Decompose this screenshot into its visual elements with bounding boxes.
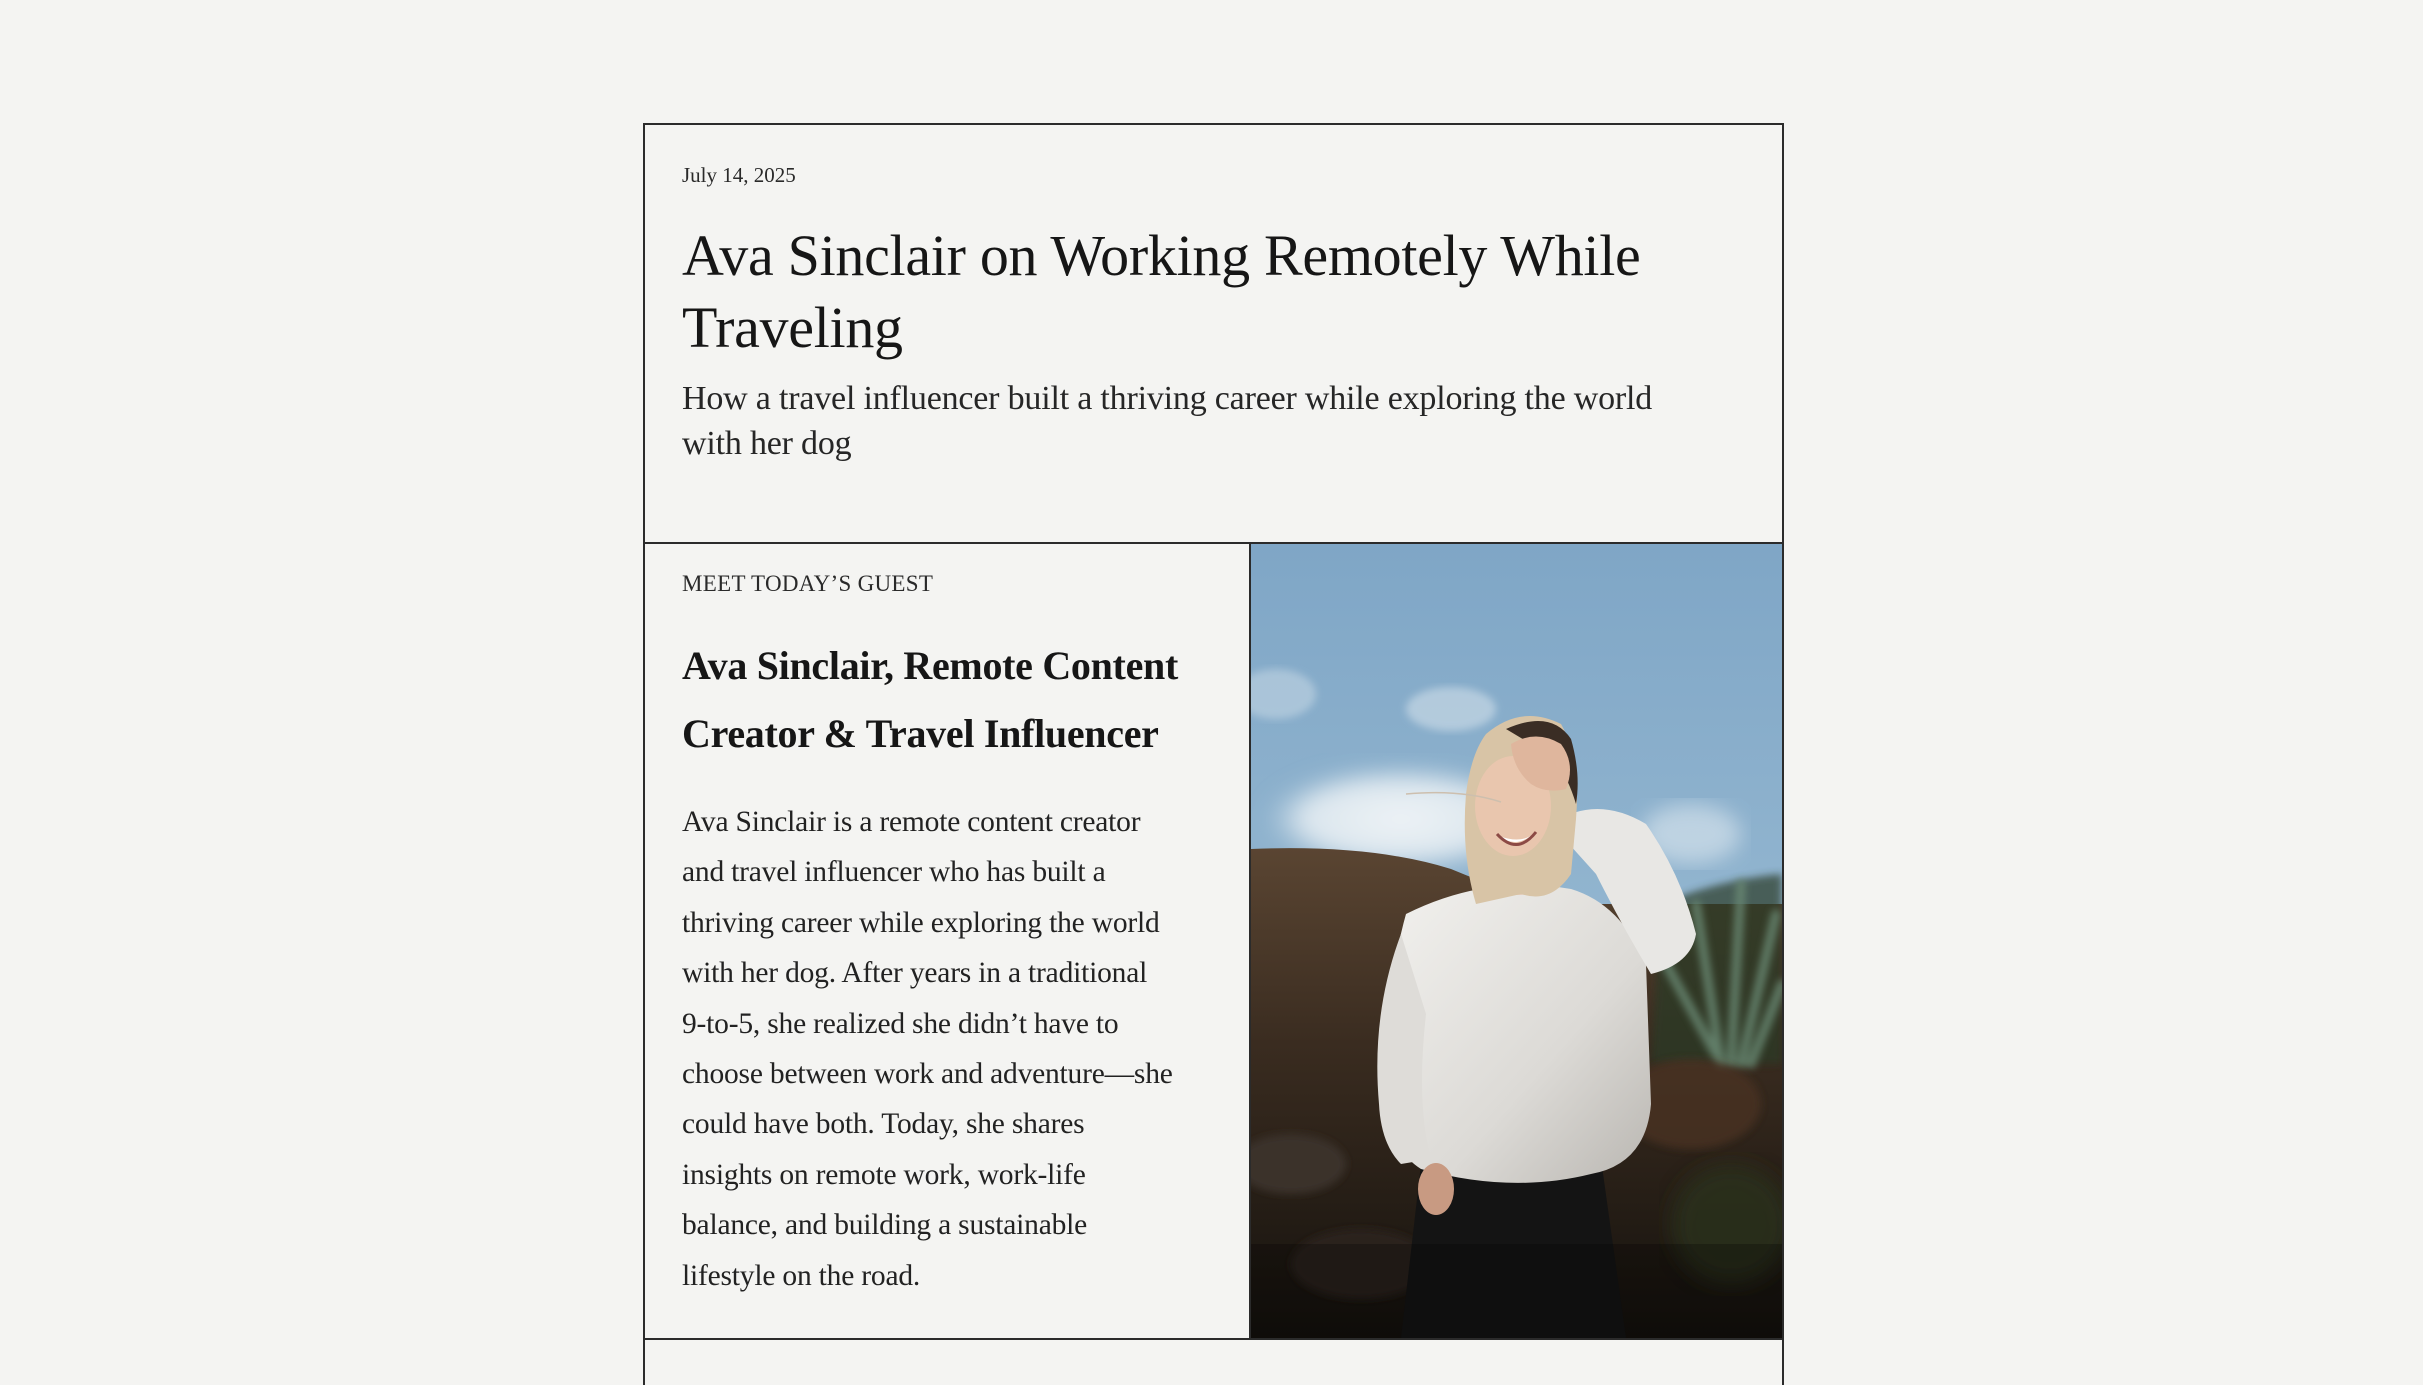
article-title-line: Traveling xyxy=(682,295,903,360)
guest-photo-illustration xyxy=(1251,544,1782,1338)
bio-line: and travel influencer who has built a xyxy=(682,856,1106,889)
article-card xyxy=(643,123,1784,1385)
article-subtitle-line: How a travel influencer built a thriving career while exploring the world xyxy=(682,380,1653,417)
publish-date: July 14, 2025 xyxy=(682,163,796,187)
bio-line: 9-to-5, she realized she didn’t have to xyxy=(682,1007,1119,1040)
article-header xyxy=(645,125,1782,544)
bio-line: balance, and building a sustainable xyxy=(682,1209,1088,1242)
guest-section xyxy=(645,544,1782,1340)
article-title xyxy=(682,220,1762,364)
guest-bio xyxy=(682,797,1242,1301)
guest-photo xyxy=(1251,544,1782,1338)
bio-line: lifestyle on the road. xyxy=(682,1259,921,1292)
bio-line: insights on remote work, work-life xyxy=(682,1158,1086,1191)
guest-name-line: Creator & Travel Influencer xyxy=(682,711,1159,756)
guest-name-line: Ava Sinclair, Remote Content xyxy=(682,643,1178,688)
article-subtitle xyxy=(682,376,1762,466)
bio-line: thriving career while exploring the world xyxy=(682,906,1160,939)
article-title-line: Ava Sinclair on Working Remotely While xyxy=(682,223,1641,288)
bio-line: choose between work and adventure—she xyxy=(682,1058,1173,1091)
article-subtitle-line: with her dog xyxy=(682,425,852,462)
bio-line: Ava Sinclair is a remote content creator xyxy=(682,806,1141,838)
bio-line: with her dog. After years in a traditional xyxy=(682,957,1148,990)
guest-name xyxy=(682,632,1242,768)
bio-line: could have both. Today, she shares xyxy=(682,1108,1085,1141)
section-kicker: MEET TODAY’S GUEST xyxy=(682,571,934,596)
guest-info xyxy=(645,544,1251,1338)
